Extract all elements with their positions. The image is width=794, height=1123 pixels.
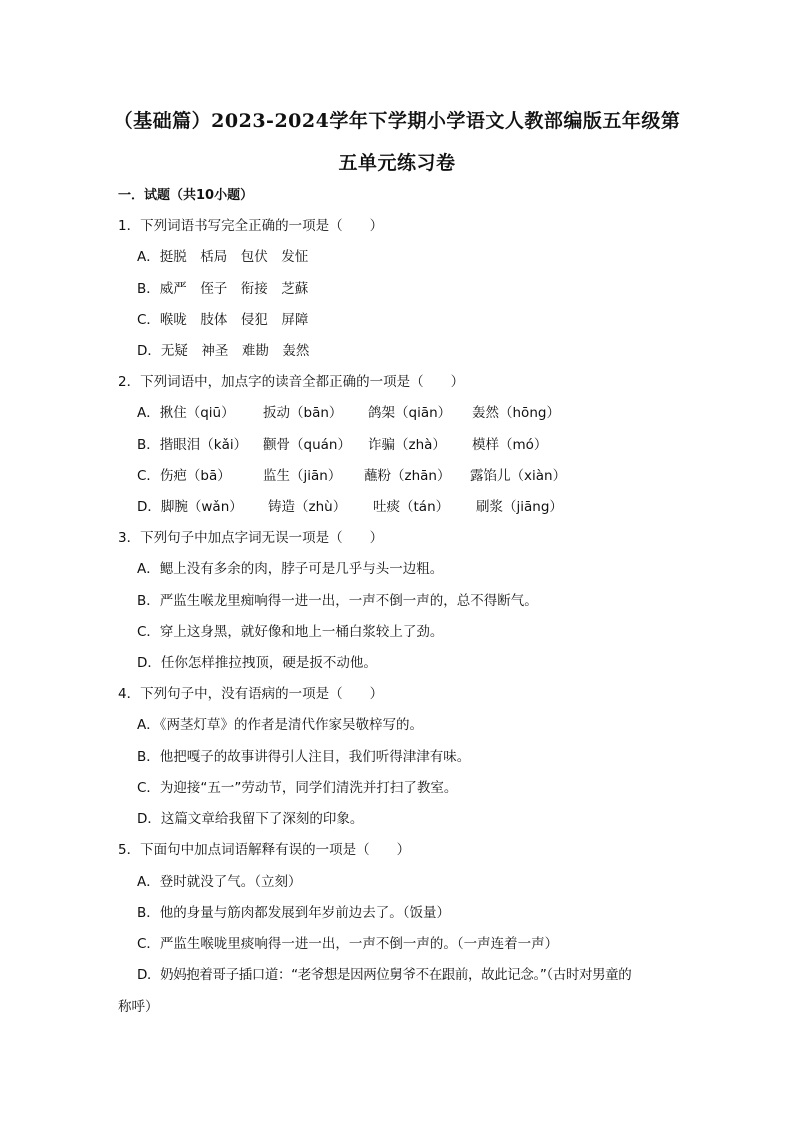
option-part: 颧骨（quán） [263, 437, 351, 453]
question-5-option-c: C．严监生喉咙里痰响得一进一出，一声不倒一声的。（一声连着一声） [137, 936, 559, 952]
question-1-stem: 1．下列词语书写完全正确的一项是（ ） [118, 218, 384, 234]
question-3-option-a: A．鳃上没有多余的肉，脖子可是几乎与头一边粗。 [137, 561, 444, 577]
option-part: 轰然（hōng） [472, 405, 560, 421]
option-part: A．揪住（qiū） [137, 405, 235, 421]
question-1-option-c: C．喉咙 肢体 侵犯 屏障 [137, 312, 309, 328]
question-3-option-d: D．任你怎样推拉拽顶，硬是扳不动他。 [137, 655, 377, 671]
question-4-option-d: D．这篇文章给我留下了深刻的印象。 [137, 811, 364, 827]
question-1-option-d: D．无疑 神圣 难勘 轰然 [137, 343, 310, 359]
option-part: B．揩眼泪（kǎi） [137, 437, 248, 453]
option-part: 模样（mó） [472, 437, 548, 453]
question-5-option-b: B．他的身量与筋肉都发展到年岁前边去了。（饭量） [137, 905, 451, 921]
question-5-option-a: A．登时就没了气。（立刻） [137, 874, 302, 890]
option-part: 扳动（bān） [263, 405, 343, 421]
question-5-option-d-continuation: 称呼） [118, 999, 159, 1015]
document-title-line-1: （基础篇）2023-2024学年下学期小学语文人教部编版五年级第 [113, 110, 681, 132]
option-part: 监生（jiān） [263, 468, 342, 484]
option-part: 露馅儿（xiàn） [470, 468, 567, 484]
option-part: D．脚腕（wǎn） [137, 499, 243, 515]
question-5-option-d: D．奶妈抱着哥子插口道：“老爷想是因两位舅爷不在跟前，故此记念。”（古时对男童的 [137, 967, 632, 983]
question-2-stem: 2．下列词语中，加点字的读音全都正确的一项是（ ） [118, 374, 465, 390]
question-4-option-b: B．他把嘎子的故事讲得引人注目，我们听得津津有味。 [137, 749, 471, 765]
option-part: C．伤疤（bā） [137, 468, 231, 484]
question-4-option-a: A．《两茎灯草》的作者是清代作家吴敬梓写的。 [137, 717, 423, 733]
document-title-line-2: 五单元练习卷 [338, 152, 456, 174]
question-1-option-b: B．威严 侄子 衔接 芝蘇 [137, 281, 309, 297]
question-3-stem: 3．下列句子中加点字词无误一项是（ ） [118, 530, 384, 546]
question-4-option-c: C．为迎接“五一”劳动节，同学们清洗并打扫了教室。 [137, 780, 458, 796]
option-part: 吐痰（tán） [373, 499, 450, 515]
question-3-option-c: C．穿上这身黑，就好像和地上一桶白浆较上了劲。 [137, 624, 444, 640]
question-5-stem: 5．下面句中加点词语解释有误的一项是（ ） [118, 842, 411, 858]
option-part: 蘸粉（zhān） [364, 468, 451, 484]
question-1-option-a: A．挺脱 栝局 包伏 发怔 [137, 249, 309, 265]
question-3-option-b: B．严监生喉龙里痴响得一进一出，一声不倒一声的，总不得断气。 [137, 593, 538, 609]
option-part: 诈骗（zhà） [368, 437, 446, 453]
option-part: 鸽架（qiān） [368, 405, 452, 421]
question-4-stem: 4．下列句子中，没有语病的一项是（ ） [118, 686, 384, 702]
section-heading: 一．试题（共10小题） [118, 188, 254, 203]
option-part: 铸造（zhù） [268, 499, 347, 515]
option-part: 刷浆（jiāng） [476, 499, 563, 515]
